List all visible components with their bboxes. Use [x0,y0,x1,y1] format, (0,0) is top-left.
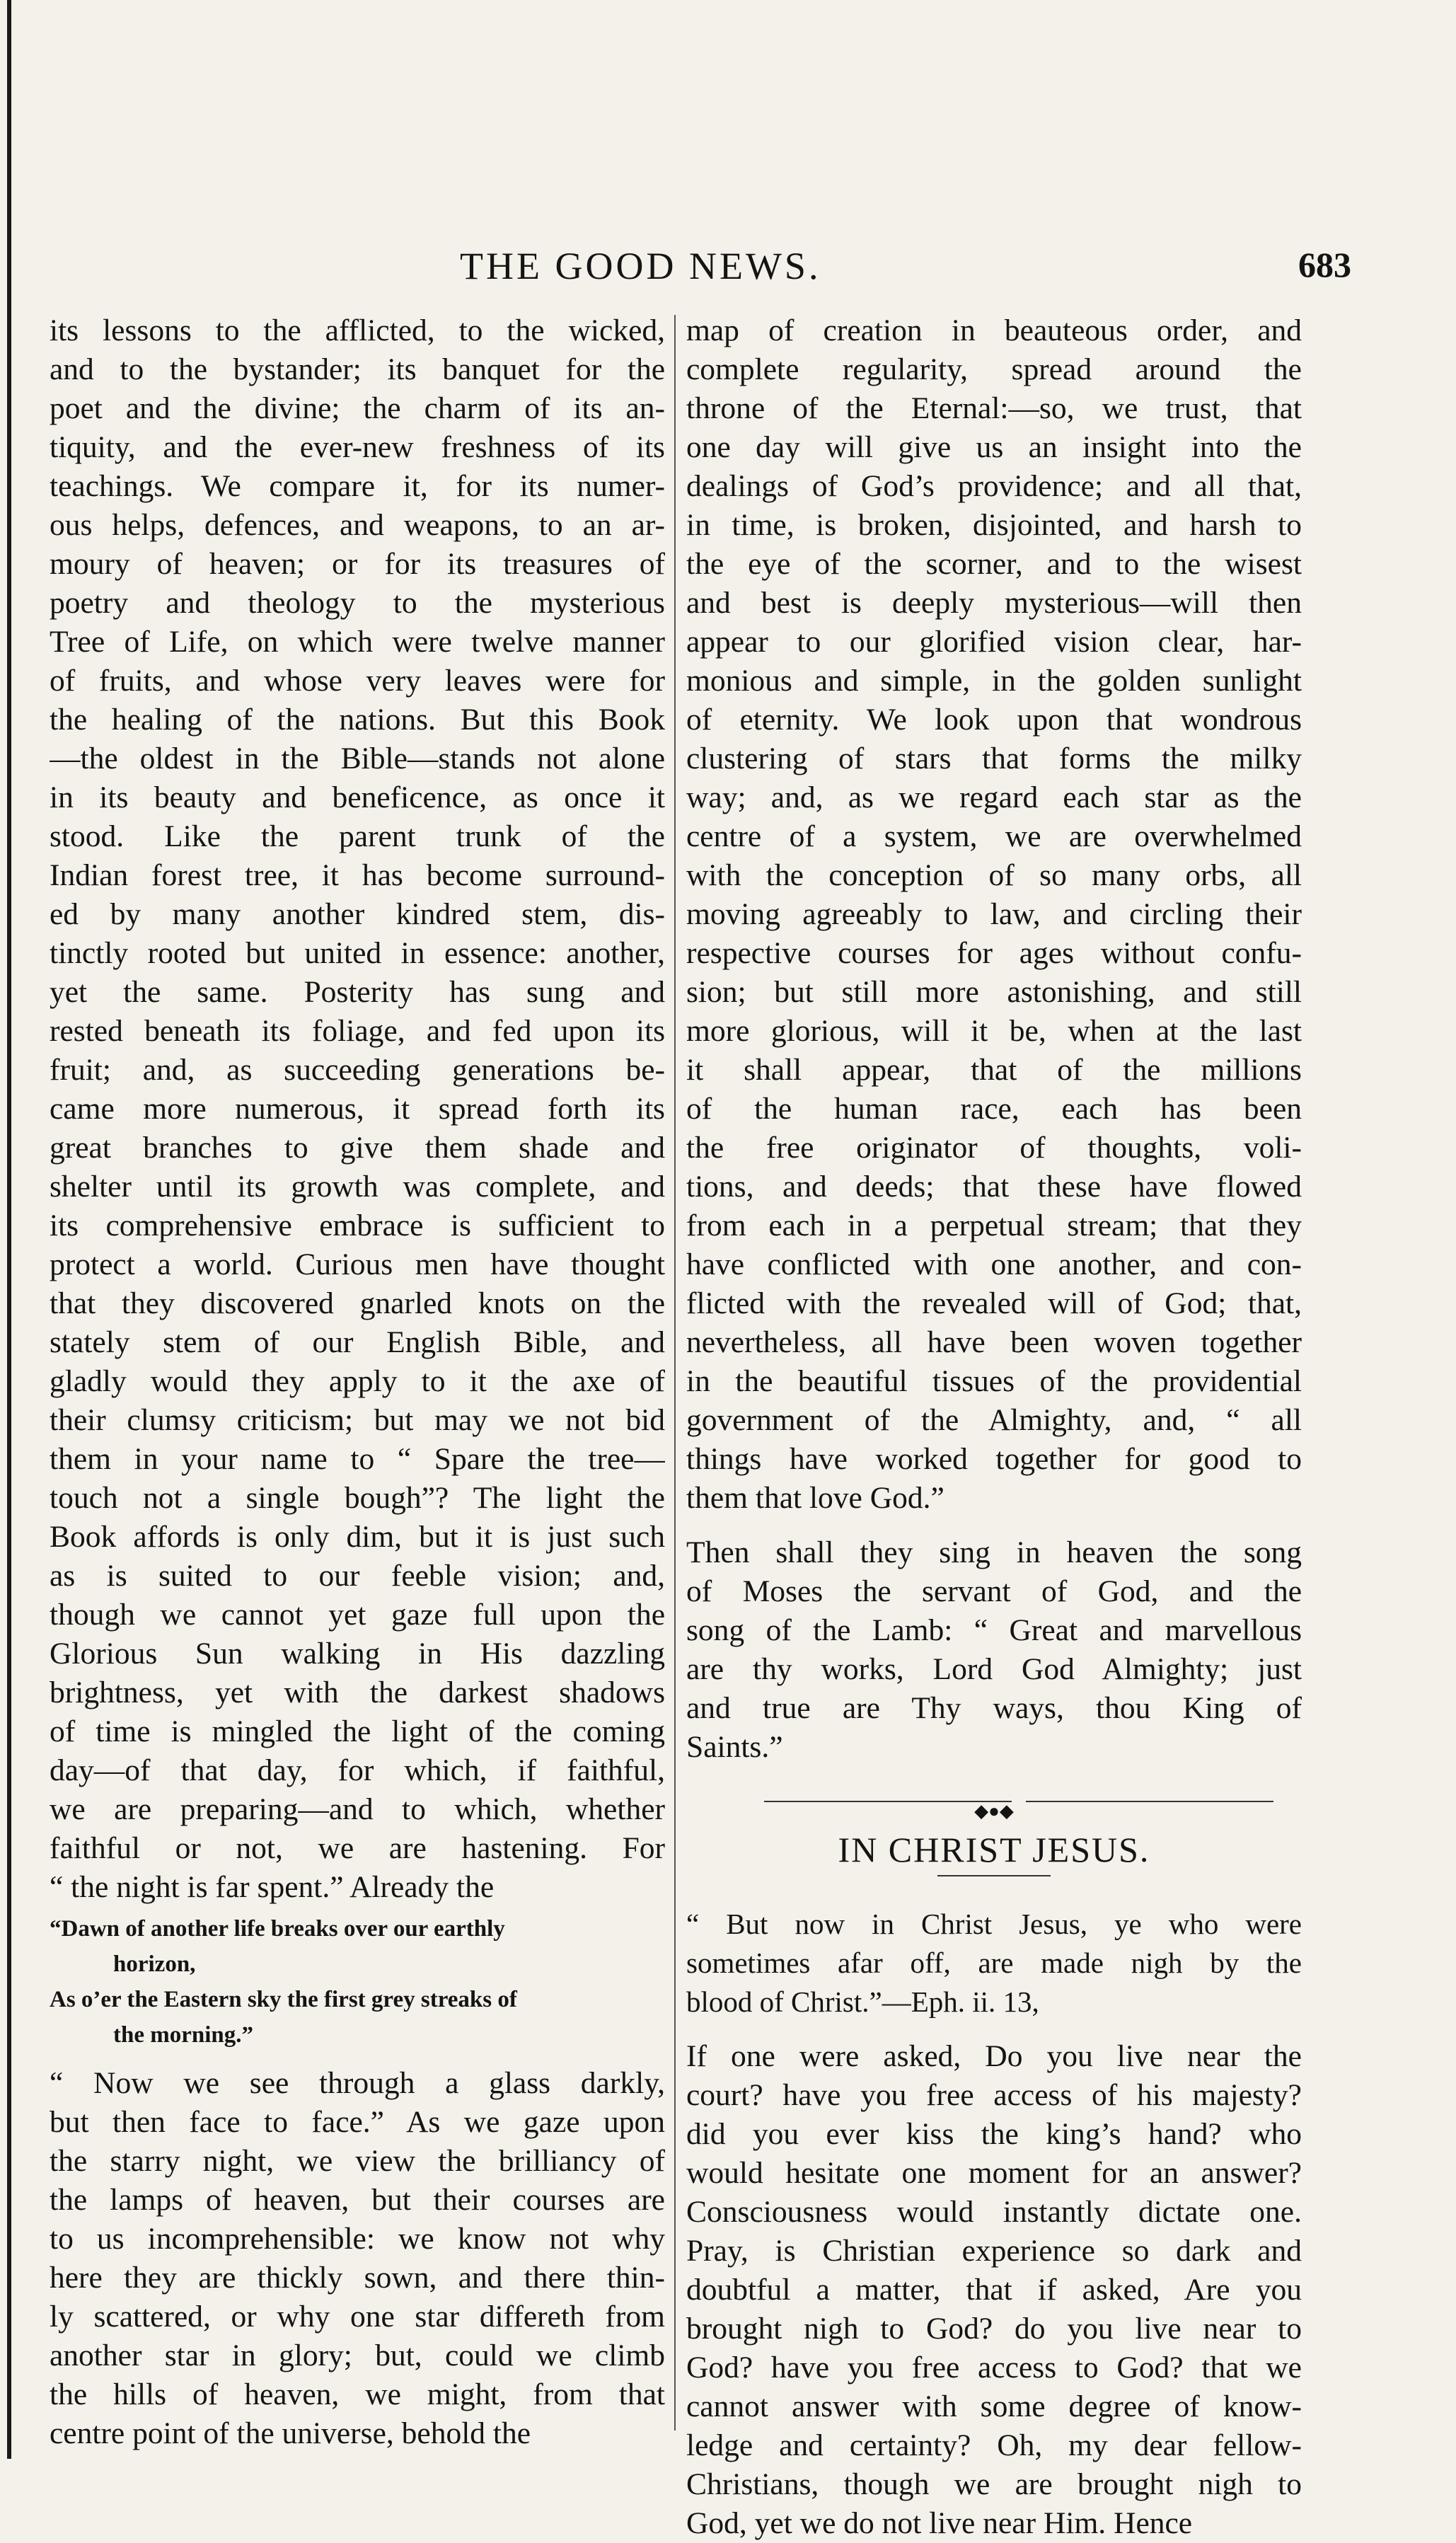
text-line: the eye of the scorner, and to the wisest [686,547,1302,581]
text-line: brightness, yet with the darkest shadows [50,1676,665,1709]
text-line: the starry night, we view the brilliancy of [50,2144,665,2178]
text-line: doubtful a matter, that if asked, Are you [686,2273,1302,2307]
running-title: THE GOOD NEWS. [460,245,821,287]
text-line: court? have you free access of his majesty? [686,2078,1302,2112]
text-line: sometimes afar off, are made nigh by the [686,1947,1302,1979]
text-line: and best is deeply mysterious—will then [686,586,1302,620]
text-line: yet the same. Posterity has sung and [50,975,665,1009]
text-line: faithful or not, we are hastening. For [50,1831,665,1865]
text-line: from each in a perpetual stream; that they [686,1209,1302,1242]
text-line: did you ever kiss the king’s hand? who [686,2117,1302,2151]
verse-quotation [50,1911,665,2053]
text-line: monious and simple, in the golden sunlight [686,664,1302,698]
section-ornament [686,1788,1302,1821]
text-line: things have worked together for good to [686,1442,1302,1476]
text-line: If one were asked, Do you live near the [686,2039,1302,2073]
text-line: to us incomprehensible: we know not why [50,2222,665,2256]
text-line: more glorious, will it be, when at the last [686,1014,1302,1048]
text-line: of time is mingled the light of the coming [50,1714,665,1748]
text-line: Christians, though we are brought nigh to [686,2467,1302,2501]
text-line: shelter until its growth was complete, and [50,1170,665,1204]
text-line: Tree of Life, on which were twelve manner [50,625,665,659]
text-line: government of the Almighty, and, “ all [686,1403,1302,1437]
text-line: and to the bystander; its banquet for the [50,352,665,386]
text-line: here they are thickly sown, and there thin- [50,2261,665,2295]
text-line: in its beauty and beneficence, as once it [50,780,665,814]
left-paragraph-2 [50,2064,665,2453]
text-line: Glorious Sun walking in His dazzling [50,1637,665,1671]
text-line: throne of the Eternal:—so, we trust, that [686,391,1302,425]
text-line: their clumsy criticism; but may we not bid [50,1403,665,1437]
text-line: poet and the divine; the charm of its an- [50,391,665,425]
page-number: 683 [1298,245,1351,284]
text-line: appear to our glorified vision clear, har- [686,625,1302,659]
text-line: centre point of the universe, behold the [50,2416,531,2450]
text-line: Indian forest tree, it has become surround- [50,858,665,892]
text-line: touch not a single bough”? The light the [50,1481,665,1515]
text-line: the hills of heaven, we might, from that [50,2377,665,2411]
text-line: centre of a system, we are overwhelmed [686,819,1302,853]
text-line: would hesitate one moment for an answer? [686,2156,1302,2190]
text-line: the lamps of heaven, but their courses are [50,2183,665,2217]
text-line: poetry and theology to the mysterious [50,586,665,620]
page-edge-rule [7,0,11,2459]
text-line: but then face to face.” As we gaze upon [50,2105,665,2139]
text-line: gladly would they apply to it the axe of [50,1364,665,1398]
ornament-dots-icon: ◆●◆ [974,1801,1014,1821]
paragraph-gap [686,2022,1302,2037]
text-line: God, yet we do not live near Him. Hence [686,2506,1193,2540]
text-line: “ But now in Christ Jesus, ye who were [686,1908,1302,1940]
text-line: in time, is broken, disjointed, and harsh to [686,508,1302,542]
left-column [50,311,665,2453]
text-line: fruit; and, as succeeding generations be- [50,1053,665,1087]
text-line: it shall appear, that of the millions [686,1053,1302,1087]
text-line: dealings of God’s providence; and all that, [686,469,1302,503]
column-divider [674,315,676,2430]
text-line: stately stem of our English Bible, and [50,1325,665,1359]
ornament-rule-right [1026,1801,1273,1802]
text-line: rested beneath its foliage, and fed upon its [50,1014,665,1048]
text-line: ed by many another kindred stem, dis- [50,897,665,931]
text-line: “ the night is far spent.” Already the [50,1870,495,1904]
text-line: ly scattered, or why one star differeth from [50,2300,665,2334]
text-line: the healing of the nations. But this Book [50,703,665,737]
running-header [57,244,1351,301]
text-line: Consciousness would instantly dictate one. [686,2195,1302,2229]
text-line: stood. Like the parent trunk of the [50,819,665,853]
heading-rule [937,1875,1051,1876]
text-line: protect a world. Curious men have thought [50,1247,665,1281]
text-line: though we cannot yet gaze full upon the [50,1598,665,1632]
text-line: clustering of stars that forms the milky [686,742,1302,775]
text-line: one day will give us an insight into the [686,430,1302,464]
text-line: tions, and deeds; that these have flowed [686,1170,1302,1204]
left-paragraph [50,311,665,1907]
verse-line: “Dawn of another life breaks over our earthly [50,1916,505,1942]
text-line: great branches to give them shade and [50,1131,665,1165]
text-line: Saints.” [686,1730,783,1764]
text-line: flicted with the revealed will of God; that, [686,1286,1302,1320]
text-line: of Moses the servant of God, and the [686,1574,1302,1608]
text-line: them in your name to “ Spare the tree— [50,1442,665,1476]
text-line: we are preparing—and to which, whether [50,1792,665,1826]
text-line: its comprehensive embrace is sufficient to [50,1209,665,1242]
text-line: —the oldest in the Bible—stands not alone [50,742,665,775]
text-line: way; and, as we regard each star as the [686,780,1302,814]
text-line: in the beautiful tissues of the providential [686,1364,1302,1398]
text-line: “ Now we see through a glass darkly, [50,2066,665,2100]
text-line: with the conception of so many orbs, all [686,858,1302,892]
text-line: Book affords is only dim, but it is just such [50,1520,665,1554]
section-paragraph [686,2037,1302,2543]
text-line: sion; but still more astonishing, and still [686,975,1302,1009]
text-line: cannot answer with some degree of know- [686,2389,1302,2423]
text-line: God? have you free access to God? that we [686,2351,1302,2385]
text-line: day—of that day, for which, if faithful, [50,1753,665,1787]
text-line: teachings. We compare it, for its numer- [50,469,665,503]
verse-line: As o’er the Eastern sky the first grey streaks of [50,1987,517,2012]
text-line: moving agreeably to law, and circling their [686,897,1302,931]
verse-line: the morning.” [113,2022,253,2048]
paragraph-gap [686,1518,1302,1533]
text-line: nevertheless, all have been woven together [686,1325,1302,1359]
text-line: are thy works, Lord God Almighty; just [686,1652,1302,1686]
text-line: the free originator of thoughts, voli- [686,1131,1302,1165]
text-line: of eternity. We look upon that wondrous [686,703,1302,737]
text-line: have conflicted with one another, and con- [686,1247,1302,1281]
text-line: map of creation in beauteous order, and [686,313,1302,347]
text-line: Pray, is Christian experience so dark and [686,2234,1302,2268]
text-line: of fruits, and whose very leaves were for [50,664,665,698]
text-line: respective courses for ages without confu- [686,936,1302,970]
text-line: its lessons to the afflicted, to the wicked, [50,313,665,347]
text-line: complete regularity, spread around the [686,352,1302,386]
text-line: came more numerous, it spread forth its [50,1092,665,1126]
closing-paragraph [686,1533,1302,1767]
text-line: as is suited to our feeble vision; and, [50,1559,665,1593]
right-column [686,311,1302,2543]
text-line: moury of heaven; or for its treasures of [50,547,665,581]
section-title: IN CHRIST JESUS. [838,1830,1150,1869]
text-line: song of the Lamb: “ Great and marvellous [686,1613,1302,1647]
right-paragraph [686,311,1302,1518]
text-line: ledge and certainty? Oh, my dear fellow- [686,2428,1302,2462]
text-line: tinctly rooted but united in essence: another, [50,936,665,970]
verse-line: horizon, [113,1951,196,1977]
text-line: them that love God.” [686,1481,944,1515]
text-line: brought nigh to God? do you live near to [686,2312,1302,2346]
text-line: ous helps, defences, and weapons, to an ar- [50,508,665,542]
text-line: of the human race, each has been [686,1092,1302,1126]
text-line: blood of Christ.”—Eph. ii. 13, [686,1985,1039,2018]
text-line: and true are Thy ways, thou King of [686,1691,1302,1725]
text-line: that they discovered gnarled knots on the [50,1286,665,1320]
epigraph [686,1905,1302,2022]
text-line: tiquity, and the ever-new freshness of its [50,430,665,464]
text-line: Then shall they sing in heaven the song [686,1535,1302,1569]
text-line: another star in glory; but, could we climb [50,2339,665,2372]
